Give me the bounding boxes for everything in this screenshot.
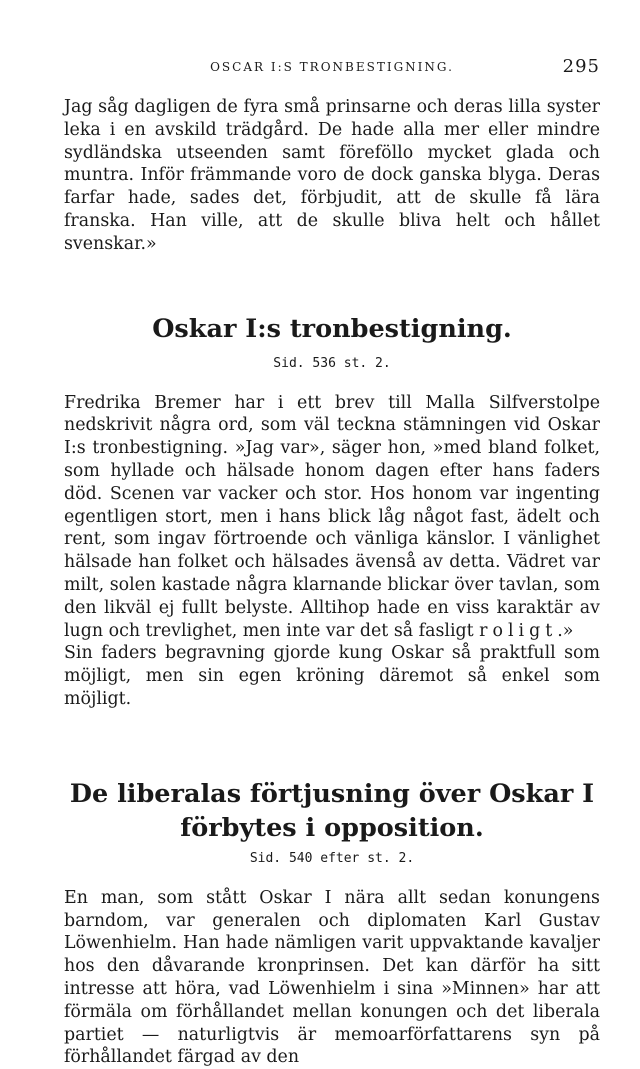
paragraph-bremer-end: .» — [557, 620, 574, 641]
page-number: 295 — [562, 56, 600, 77]
paragraph-bremer — [64, 392, 600, 643]
running-header — [64, 52, 600, 80]
section-reference: Sid. 536 st. 2. — [273, 355, 391, 371]
section-heading-tronbestigning: Oskar I:s tronbestigning. — [152, 313, 512, 344]
spaced-emphasis-word: roligt — [479, 620, 558, 641]
paragraph-continuation: Jag såg dagligen de fyra små prinsarne och deras lilla syster leka i en avskild trädgård. De hade alla mer eller mindre sydländska utseenden samt föreföllo mycket glada och muntra. Inför främmande voro de dock ganska blyga. Deras farfar hade, sades det, förbjudit, att de skulle få lära franska. Han ville, att de skulle bliva helt och hållet svenskar.» — [64, 97, 600, 254]
paragraph-bremer-text: Fredrika Bremer har i ett brev till Malla Silfverstolpe nedskrivit några ord, som väl teckna stämningen vid Oskar I:s tronbestigning. »Jag var», säger hon, »med bland folket, som hyllade och hälsade honom dagen efter hans faders död. Scenen var vacker och stor. Hos honom var ingenting egentligen stort, men i hans blick låg något fast, ädelt och rent, som ingav förtroende och vänliga känslor. I vänlighet hälsade han folket och hälsades ävenså av detta. Vädret var milt, solen kastade några klarnande blickar över tavlan, som den likväl ej fullt belyste. Alltihop hade en viss karaktär av lugn och trevlighet, men inte var det så fasligt — [64, 392, 600, 641]
book-page — [64, 52, 600, 1069]
paragraph-lowenhielm: En man, som stått Oskar I nära allt sedan konungens barndom, var generalen och diplomaten Karl Gustav Löwenhielm. Han hade nämligen varit uppvaktande kavaljer hos den dåvarande kronprinsen. Det kan därför ha sitt intresse att höra, vad Löwenhielm i sina »Minnen» har att förmäla om förhållandet mellan konungen och det liberala partiet — naturligtvis är memoarförfattarens syn på förhållandet färgad av den — [64, 887, 600, 1068]
paragraph-begravning: Sin faders begravning gjorde kung Oskar så praktfull som möjligt, men sin egen kröning däremot så enkel som möjligt. — [64, 643, 600, 709]
section-reference: Sid. 540 efter st. 2. — [249, 850, 415, 866]
section-heading-liberalas: De liberalas förtjusning över Oskar I förbytes i opposition. — [69, 778, 595, 843]
running-title: OSCAR I:S TRONBESTIGNING. — [210, 60, 454, 74]
